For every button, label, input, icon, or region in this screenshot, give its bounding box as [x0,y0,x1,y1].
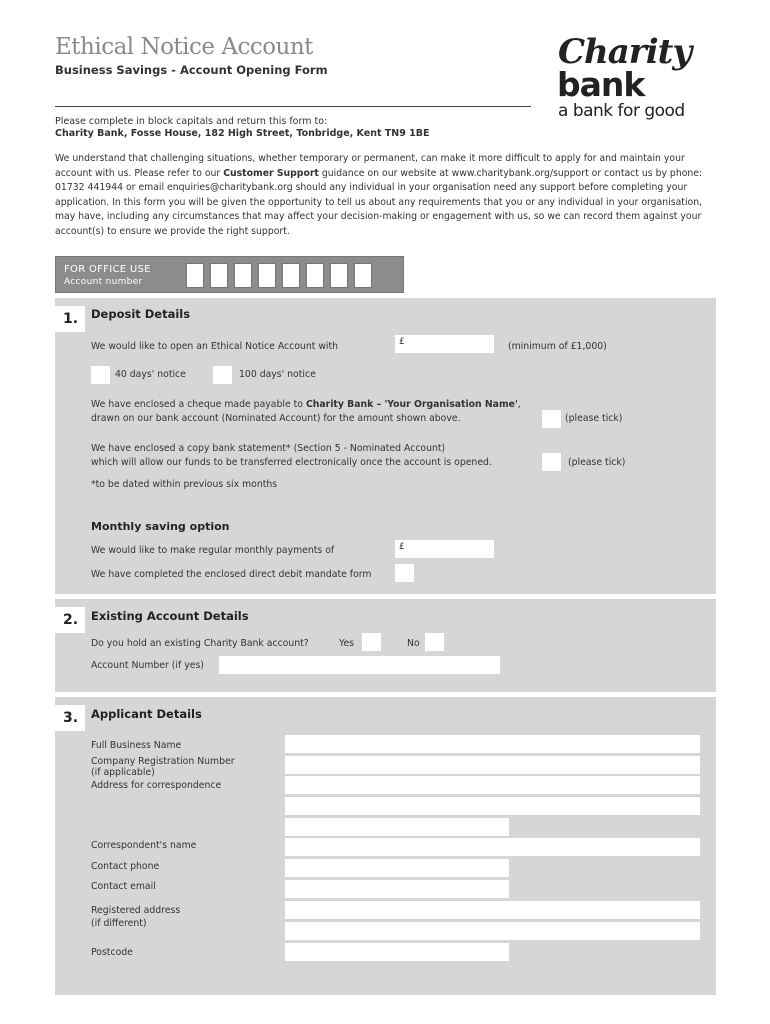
section-heading: Existing Account Details [91,609,249,623]
direct-debit-label: We have completed the enclosed direct debit mandate form [91,569,372,580]
please-tick-note: (please tick) [565,413,623,424]
logo-word-charity: Charity [558,32,692,72]
registered-address-note: (if different) [91,918,147,929]
customer-support-link[interactable]: Customer Support [223,167,319,179]
intro-text-1: We understand that challenging situations, whether temporary or permanent, can make it more difficult to apply for and maintain your account with us. Please refer to our [55,153,685,179]
no-label: No [407,638,420,649]
office-account-digit[interactable] [330,263,348,288]
header-divider [55,106,531,107]
notice-40-checkbox[interactable] [91,366,110,384]
correspondence-address-line-2[interactable] [285,797,700,815]
correspondence-address-label: Address for correspondence [91,780,222,791]
contact-phone-label: Contact phone [91,861,160,872]
section-heading: Applicant Details [91,707,202,721]
account-number-label: Account number [64,277,143,287]
minimum-note: (minimum of £1,000) [508,341,607,352]
logo-tagline: a bank for good [558,101,685,121]
notice-100-label: 100 days' notice [239,369,316,380]
intro-text-2: guidance on our website at www.charitybank.org/support or contact us by phone: 01732 441944 or email enquiries@charitybank.org should any individual in your organisation need any support before completing your application. In this form you will be given the opportunity to tell us about any requirements that you or any individual in your organisation, may have, including any circumstances that may affect your decision-making or engagement with us, so we can record them against your account(s) to ensure we provide the right support. [55,167,703,237]
postcode-label: Postcode [91,947,133,958]
full-business-name-label: Full Business Name [91,740,182,751]
footnote: *to be dated within previous six months [91,479,278,490]
monthly-payment-label: We would like to make regular monthly payments of [91,545,335,556]
contact-email-input[interactable] [285,880,509,898]
notice-40-label: 40 days' notice [115,369,186,380]
section-number: 2. [55,607,85,633]
cheque-tick-box[interactable] [542,410,561,428]
section-number: 1. [55,306,85,332]
intro-paragraph [55,152,717,239]
existing-account-question: Do you hold an existing Charity Bank account? [91,638,309,649]
return-instruction: Please complete in block capitals and return this form to: [55,116,328,127]
correspondent-name-label: Correspondent's name [91,840,197,851]
cheque-text: We have enclosed a cheque made payable to [91,399,306,410]
no-checkbox[interactable] [425,633,444,651]
logo-word-bank: bank [557,65,645,104]
office-use-label: FOR OFFICE USE [64,264,151,275]
cheque-comma: , [517,399,521,410]
company-registration-input[interactable] [285,756,700,774]
cheque-line-1 [91,399,521,411]
open-amount-label: We would like to open an Ethical Notice Account with [91,341,339,352]
section-heading: Deposit Details [91,307,191,321]
company-registration-note: (if applicable) [91,767,155,778]
cheque-payee: Charity Bank – 'Your Organisation Name' [305,399,518,410]
correspondent-name-input[interactable] [285,838,700,856]
direct-debit-checkbox[interactable] [395,564,414,582]
monthly-amount-input[interactable] [395,540,494,558]
section-number: 3. [55,705,85,731]
registered-address-line-1[interactable] [285,901,700,919]
statement-line-2: which will allow our funds to be transferred electronically once the account is opened. [91,457,492,468]
office-account-digit[interactable] [210,263,228,288]
currency-symbol: £ [399,337,405,347]
yes-checkbox[interactable] [362,633,381,651]
please-tick-note: (please tick) [568,457,626,468]
account-number-label: Account Number (if yes) [91,660,204,671]
yes-label: Yes [339,638,355,649]
office-account-digit[interactable] [306,263,324,288]
monthly-saving-heading: Monthly saving option [91,520,230,533]
section-applicant-details [55,697,716,995]
correspondence-postcode-input[interactable] [285,818,509,836]
contact-phone-input[interactable] [285,859,509,877]
form-subtitle: Business Savings - Account Opening Form [55,63,328,77]
office-account-digit[interactable] [258,263,276,288]
correspondence-address-line-1[interactable] [285,776,700,794]
office-account-digit[interactable] [234,263,252,288]
registered-address-label: Registered address [91,905,181,916]
office-account-digit[interactable] [186,263,204,288]
form-title: Ethical Notice Account [55,34,313,60]
section-deposit-details [55,298,716,594]
statement-tick-box[interactable] [542,453,561,471]
office-account-digit[interactable] [354,263,372,288]
company-registration-label: Company Registration Number [91,756,235,767]
office-use-panel [55,256,404,293]
statement-line-1: We have enclosed a copy bank statement* (Section 5 - Nominated Account) [91,443,446,454]
cheque-line-2: drawn on our bank account (Nominated Account) for the amount shown above. [91,413,461,424]
registered-postcode-input[interactable] [285,943,509,961]
section-existing-account [55,599,716,692]
office-account-digit[interactable] [282,263,300,288]
charity-bank-logo [552,34,712,122]
contact-email-label: Contact email [91,881,156,892]
deposit-amount-input[interactable] [395,335,494,353]
currency-symbol: £ [399,542,405,552]
full-business-name-input[interactable] [285,735,700,753]
registered-address-line-2[interactable] [285,922,700,940]
return-address: Charity Bank, Fosse House, 182 High Street, Tonbridge, Kent TN9 1BE [55,128,430,139]
notice-100-checkbox[interactable] [213,366,232,384]
existing-account-number-input[interactable] [219,656,500,674]
